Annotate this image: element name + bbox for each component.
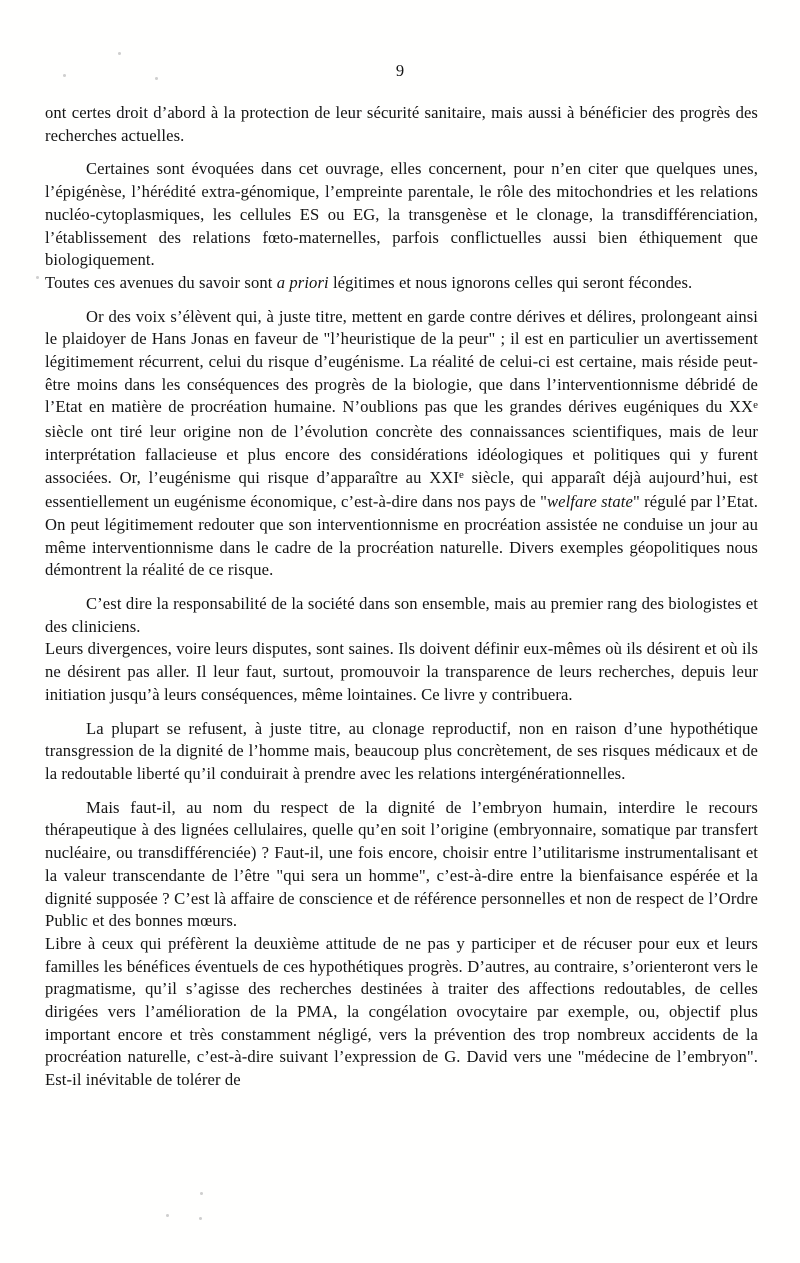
scan-speck: [63, 74, 66, 77]
text-run: siècle ont tiré leur origine non de l’évolution concrète des connaissances scientifiques, mais de leur interprétation fallacieuse et plus encore des considérations idéologiques et politiques qui y furent associées. Or, l’eugénisme qui risque d’apparaître au XXI: [45, 422, 758, 487]
superscript-text-run: e: [753, 398, 758, 411]
text-run: légitimes et nous ignorons celles qui seront fécondes.: [328, 272, 693, 292]
page-number: 9: [395, 61, 405, 80]
text-run: siècle, qui apparaît déjà aujourd’hui, est essentiellement un eugénisme économique, c’est-à-dire dans nos pays de ": [45, 467, 759, 512]
paragraph: [45, 638, 758, 706]
paragraph: [45, 593, 758, 638]
scan-speck: [36, 276, 39, 279]
text-run: La plupart se refusent, à juste titre, au clonage reproductif, non en raison d’une hypothétique transgression de la dignité de l’homme mais, beaucoup plus concrètement, de ses risques médicaux et de la redoutable liberté qu’il conduirait à prendre avec les relations intergénérationnelles.: [45, 718, 758, 783]
text-run: Certaines sont évoquées dans cet ouvrage, elles concernent, pour n’en citer que quelques unes, l’épigénèse, l’hérédité extra-génomique, l’empreinte parentale, le rôle des mitochondries et les relations nucléo-cytoplasmiques, les cellules ES ou EG, la transgenèse et le clonage, la transdifférenciation, l’établissement des relations fœto-maternelles, parfois conflictuelles aussi bien éthiquement que biologiquement.: [45, 159, 758, 270]
paragraph: [45, 102, 758, 147]
text-run: Libre à ceux qui préfèrent la deuxième attitude de ne pas y participer et de récuser pour eux et leurs familles les bénéfices éventuels de ces hypothétiques progrès. D’autres, au contraire, s’orienteront vers le pragmatisme, qu’il s’agisse des recherches destinées à traiter des affections redoutables, de celles dirigées vers l’amélioration de la PMA, la congélation ovocytaire par exemple, ou, objectif plus important encore et très constamment négligé, vers la prévention des trop nombreux accidents de la procréation naturelle, c’est-à-dire suivant l’expression de G. David vers une "médecine de l’embryon". Est-il inévitable de tolérer de: [45, 933, 758, 1090]
text-run: Mais faut-il, au nom du respect de la dignité de l’embryon humain, interdire le recours thérapeutique à des lignées cellulaires, quelle qu’en soit l’origine (embryonnaire, somatique par transfert nucléaire, ou transdifférenciée) ? Faut-il, une fois encore, choisir entre l’utilitarisme instrumentalisant et la valeur transcendante de l’être "qui sera un homme", c’est-à-dire entre la bienfaisance espérée et la dignité supposée ? C’est là affaire de conscience et de référence personnelles et non de respect de l’Ordre Public et des bonnes mœurs.: [45, 797, 758, 931]
scan-speck: [199, 1217, 202, 1220]
scan-speck: [166, 1214, 169, 1217]
italic-text-run: welfare state: [546, 492, 633, 512]
scan-speck: [200, 1192, 203, 1195]
paragraph: [45, 933, 758, 1092]
text-run: Toutes ces avenues du savoir sont: [45, 272, 277, 292]
superscript-text-run: e: [459, 468, 464, 481]
text-run: ont certes droit d’abord à la protection de leur sécurité sanitaire, mais aussi à bénéficier des progrès des recherches actuelles.: [45, 103, 758, 145]
paragraph: [45, 718, 758, 786]
paragraph: [45, 158, 758, 272]
scan-speck: [155, 77, 158, 80]
paragraph: [45, 797, 758, 933]
text-run: Leurs divergences, voire leurs disputes, sont saines. Ils doivent définir eux-mêmes où ils désirent et où ils ne désirent pas aller. Il leur faut, surtout, promouvoir la transparence de leurs recherches, depuis leur initiation jusqu’à leurs conséquences, même lointaines. Ce livre y contribuera.: [45, 639, 758, 704]
text-run: C’est dire la responsabilité de la société dans son ensemble, mais au premier rang des biologistes et des cliniciens.: [45, 594, 758, 636]
scan-speck: [118, 52, 121, 55]
italic-text-run: a priori: [276, 272, 329, 292]
text-run: " régulé par l’Etat. On peut légitimement redouter que son interventionnisme en procréation assistée ne conduise un jour au même interventionnisme dans le cadre de la procréation naturelle. Divers exemples géopolitiques nous démontrent la réalité de ce risque.: [45, 492, 758, 580]
text-block: [45, 102, 758, 1092]
paragraph: [45, 306, 758, 582]
paragraph: [45, 272, 758, 295]
text-run: Or des voix s’élèvent qui, à juste titre, mettent en garde contre dérives et délires, prolongeant ainsi le plaidoyer de Hans Jonas en faveur de "l’heuristique de la peur" ; il est en particulier un avertissement légitimement récurrent, celui du risque d’eugénisme. La réalité de celui-ci est certaine, mais réside peut-être moins dans les conséquences des progrès de la biologie, que dans l’interventionnisme débridé de l’Etat en matière de procréation humaine. N’oublions pas que les grandes dérives eugéniques du XX: [45, 306, 758, 417]
